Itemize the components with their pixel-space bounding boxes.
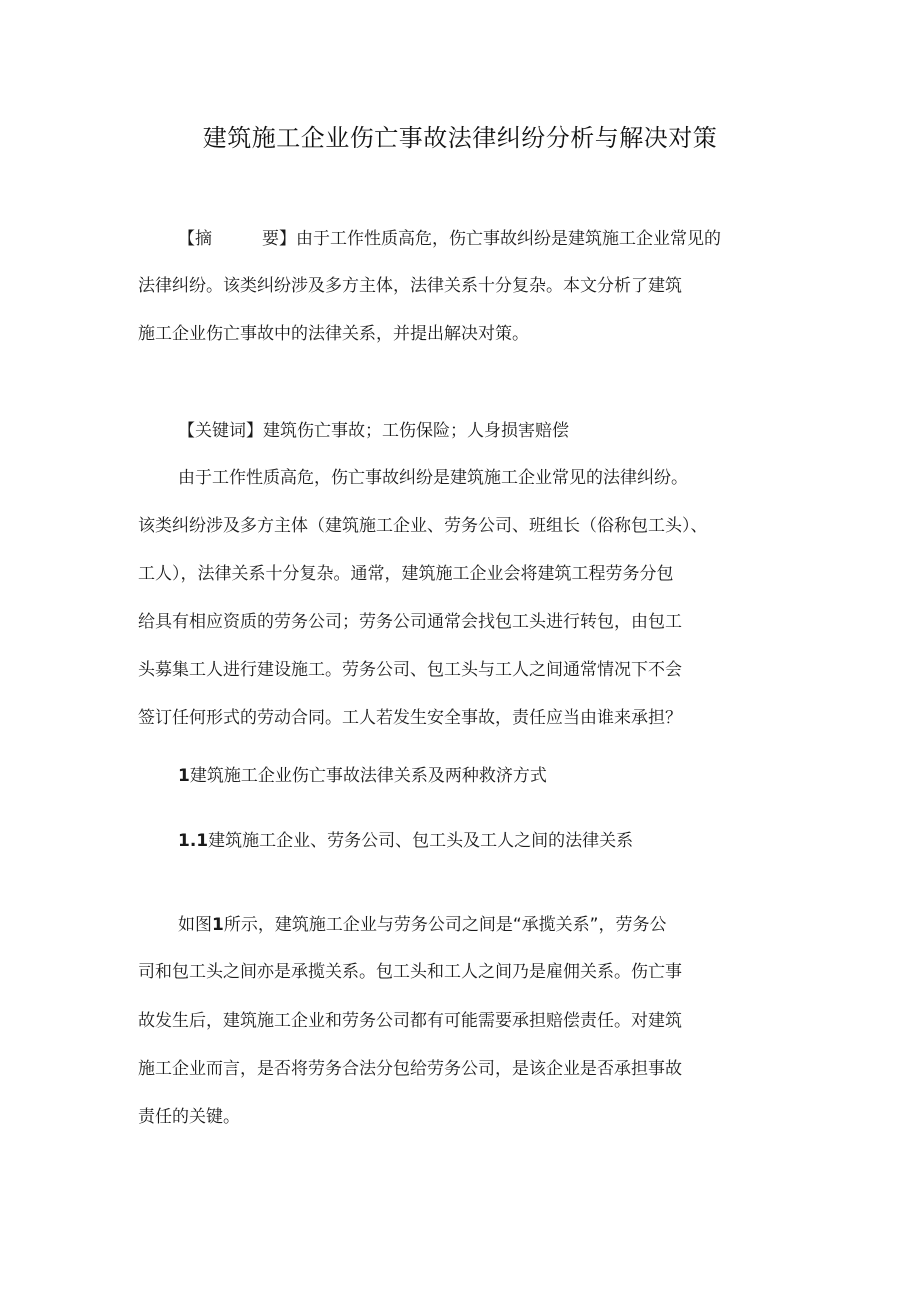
section-1-title: 建筑施工企业伤亡事故法律关系及两种救济方式: [189, 766, 547, 786]
section-1-1-heading: [178, 828, 633, 854]
body-line-1: [178, 912, 666, 938]
intro-line-1: 由于工作性质高危，伤亡事故纠纷是建筑施工企业常见的法律纠纷。: [178, 468, 688, 488]
section-1-1-number: 1.1: [178, 831, 209, 851]
intro-line-4: 给具有相应资质的劳务公司；劳务公司通常会找包工头进行转包，由包工: [138, 612, 682, 632]
abstract-label-open: 【摘: [178, 229, 212, 249]
abstract-label-close: 要】: [262, 229, 296, 249]
body-line-5: 责任的关键。: [138, 1107, 240, 1127]
section-1-1-title: 建筑施工企业、劳务公司、包工头及工人之间的法律关系: [208, 831, 634, 851]
body-line-1-pre: 如图: [178, 915, 212, 935]
keywords-text: 建筑伤亡事故；工伤保险；人身损害赔偿: [263, 421, 569, 441]
figure-number: 1: [212, 915, 224, 935]
intro-line-5: 头募集工人进行建设施工。劳务公司、包工头与工人之间通常情况下不会: [138, 660, 682, 680]
body-line-1-post: 所示，建筑施工企业与劳务公司之间是“承揽关系”，劳务公: [223, 915, 667, 935]
body-line-2: 司和包工头之间亦是承揽关系。包工头和工人之间乃是雇佣关系。伤亡事: [138, 962, 682, 982]
section-1-heading: [178, 763, 547, 789]
keywords-line: [178, 418, 569, 444]
abstract-line-3: 施工企业伤亡事故中的法律关系，并提出解决对策。: [138, 324, 529, 344]
intro-line-6: 签订任何形式的劳动合同。工人若发生安全事故，责任应当由谁来承担？: [138, 708, 682, 728]
keywords-label: 【关键词】: [178, 421, 263, 441]
body-line-3: 故发生后，建筑施工企业和劳务公司都有可能需要承担赔偿责任。对建筑: [138, 1011, 682, 1031]
intro-line-2: 该类纠纷涉及多方主体（建筑施工企业、劳务公司、班组长（俗称包工头）、: [138, 516, 708, 536]
abstract-text-1: 由于工作性质高危，伤亡事故纠纷是建筑施工企业常见的: [296, 229, 721, 249]
document-title: 建筑施工企业伤亡事故法律纠纷分析与解决对策: [202, 124, 718, 152]
section-1-number: 1: [178, 766, 190, 786]
abstract-line-1: [178, 226, 721, 252]
abstract-line-2: 法律纠纷。该类纠纷涉及多方主体，法律关系十分复杂。本文分析了建筑: [138, 276, 682, 296]
body-line-4: 施工企业而言，是否将劳务合法分包给劳务公司，是该企业是否承担事故: [138, 1059, 682, 1079]
intro-line-3: 工人），法律关系十分复杂。通常，建筑施工企业会将建筑工程劳务分包: [138, 564, 674, 584]
